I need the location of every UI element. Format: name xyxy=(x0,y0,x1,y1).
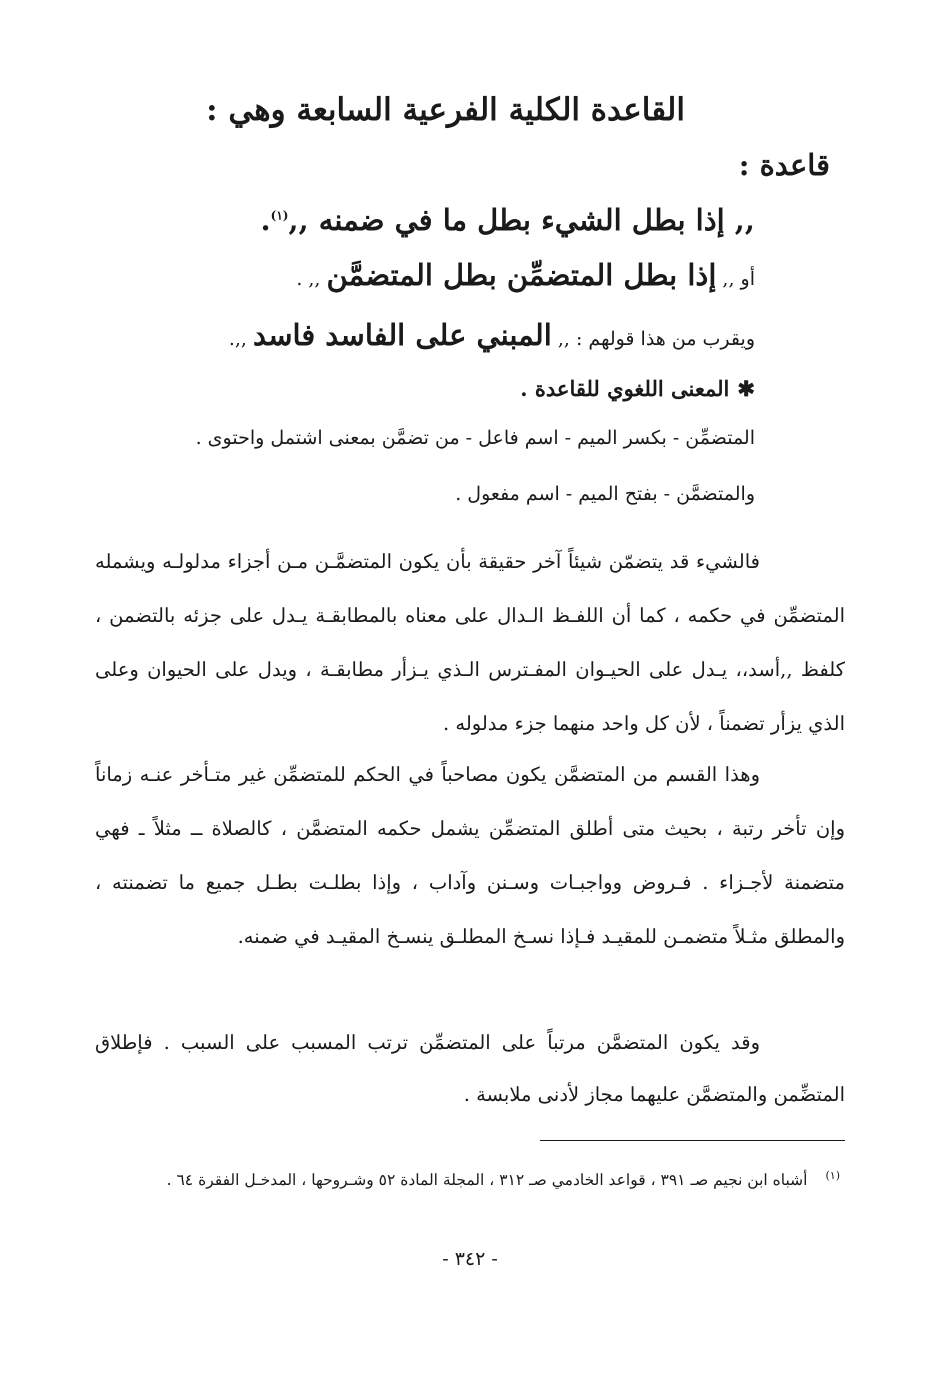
definition-passive-participle: والمتضمَّن - بفتح الميم - اسم مفعول . xyxy=(455,483,755,505)
rule-label: قاعدة : xyxy=(738,148,830,182)
rule-1-close-quote: ,, xyxy=(288,203,319,237)
paragraph-3 xyxy=(95,1017,845,1121)
rule-statement-1 xyxy=(95,203,755,237)
rule-3-text: المبني على الفاسد فاسد xyxy=(252,318,552,352)
section-heading xyxy=(95,376,755,401)
rule-statement-2 xyxy=(95,258,755,292)
footnote-divider xyxy=(540,1140,845,1141)
paragraph-2-text: وهذا القسم من المتضمَّن يكون مصاحباً في الحكم للمتضمِّن غير متـأخر عنـه زماناً وإن تأخر رتبة ، بحيث متى أطلق المتضمِّن يشمل حكمه المتضمَّن ، كالصلاة ــ مثلاً ـ فهي متضمنة لأجـزاء . فـروض وواجبـات وسـنن وآداب ، وإذا بطلـت بطـل جميع ما تضمنته ، والمطلق مثـلاً متضمـن للمقيـد فـإذا نسـخ المطلـق ينسـخ المقيـد في ضمنه. xyxy=(95,763,845,948)
footnote-mark: (١) xyxy=(825,1169,840,1182)
rule-2-text: إذا بطل المتضمِّن بطل المتضمَّن xyxy=(326,258,717,292)
rule-2-prefix: أو ,, xyxy=(716,268,755,290)
paragraph-1-text: فالشيء قد يتضمّن شيئاً آخر حقيقة بأن يكون المتضمَّـن مـن أجزاء مدلولـه ويشمله المتضمِّن في حكمه ، كما أن اللفـظ الـدال على معناه بالمطابقـة يـدل على جزئه بالتضمن ، كلفظ ,,أسد،، يـدل على الحيـوان المفـترس الـذي يـزأر مطابقـة ، ويدل على الحيوان وعلى الذي يزأر تضمناً ، لأن كل واحد منهما جزء مدلوله . xyxy=(95,550,845,735)
page-title: القاعدة الكلية الفرعية السابعة وهي : xyxy=(206,92,685,128)
rule-1-text: إذا بطل الشيء بطل ما في ضمنه xyxy=(318,203,725,237)
rule-1-end: . xyxy=(260,203,271,237)
section-heading-text: المعنى اللغوي للقاعدة . xyxy=(520,376,730,401)
rule-2-close: ,, . xyxy=(296,268,327,290)
footnote-reference: (١) xyxy=(270,208,289,223)
footnote-text: أشباه ابن نجيم صـ ٣٩١ ، قواعد الخادمي صـ ٣١٢ ، المجلة المادة ٥٢ وشـروحها ، المدخـل الفقرة ٦٤ . xyxy=(166,1171,808,1190)
rule-statement-3 xyxy=(95,318,755,352)
paragraph-1 xyxy=(95,535,845,751)
footnote xyxy=(95,1158,840,1198)
star-icon: ✱ xyxy=(737,376,755,401)
rule-1-open-quote: ,, xyxy=(724,203,755,237)
definition-active-participle: المتضمِّن - بكسر الميم - اسم فاعل - من تضمَّن بمعنى اشتمل واحتوى . xyxy=(195,427,755,449)
paragraph-2 xyxy=(95,748,845,964)
rule-3-prefix: ويقرب من هذا قولهم : ,, xyxy=(551,328,755,350)
rule-3-close: ,,. xyxy=(228,328,253,350)
paragraph-3-text: وقد يكون المتضمَّن مرتباً على المتضمِّن ترتب المسبب على السبب . فإطلاق المتضِّمن والمتضمَّن عليهما مجاز لأدنى ملابسة . xyxy=(95,1031,845,1106)
page-number: - ٣٤٢ - xyxy=(442,1248,498,1270)
